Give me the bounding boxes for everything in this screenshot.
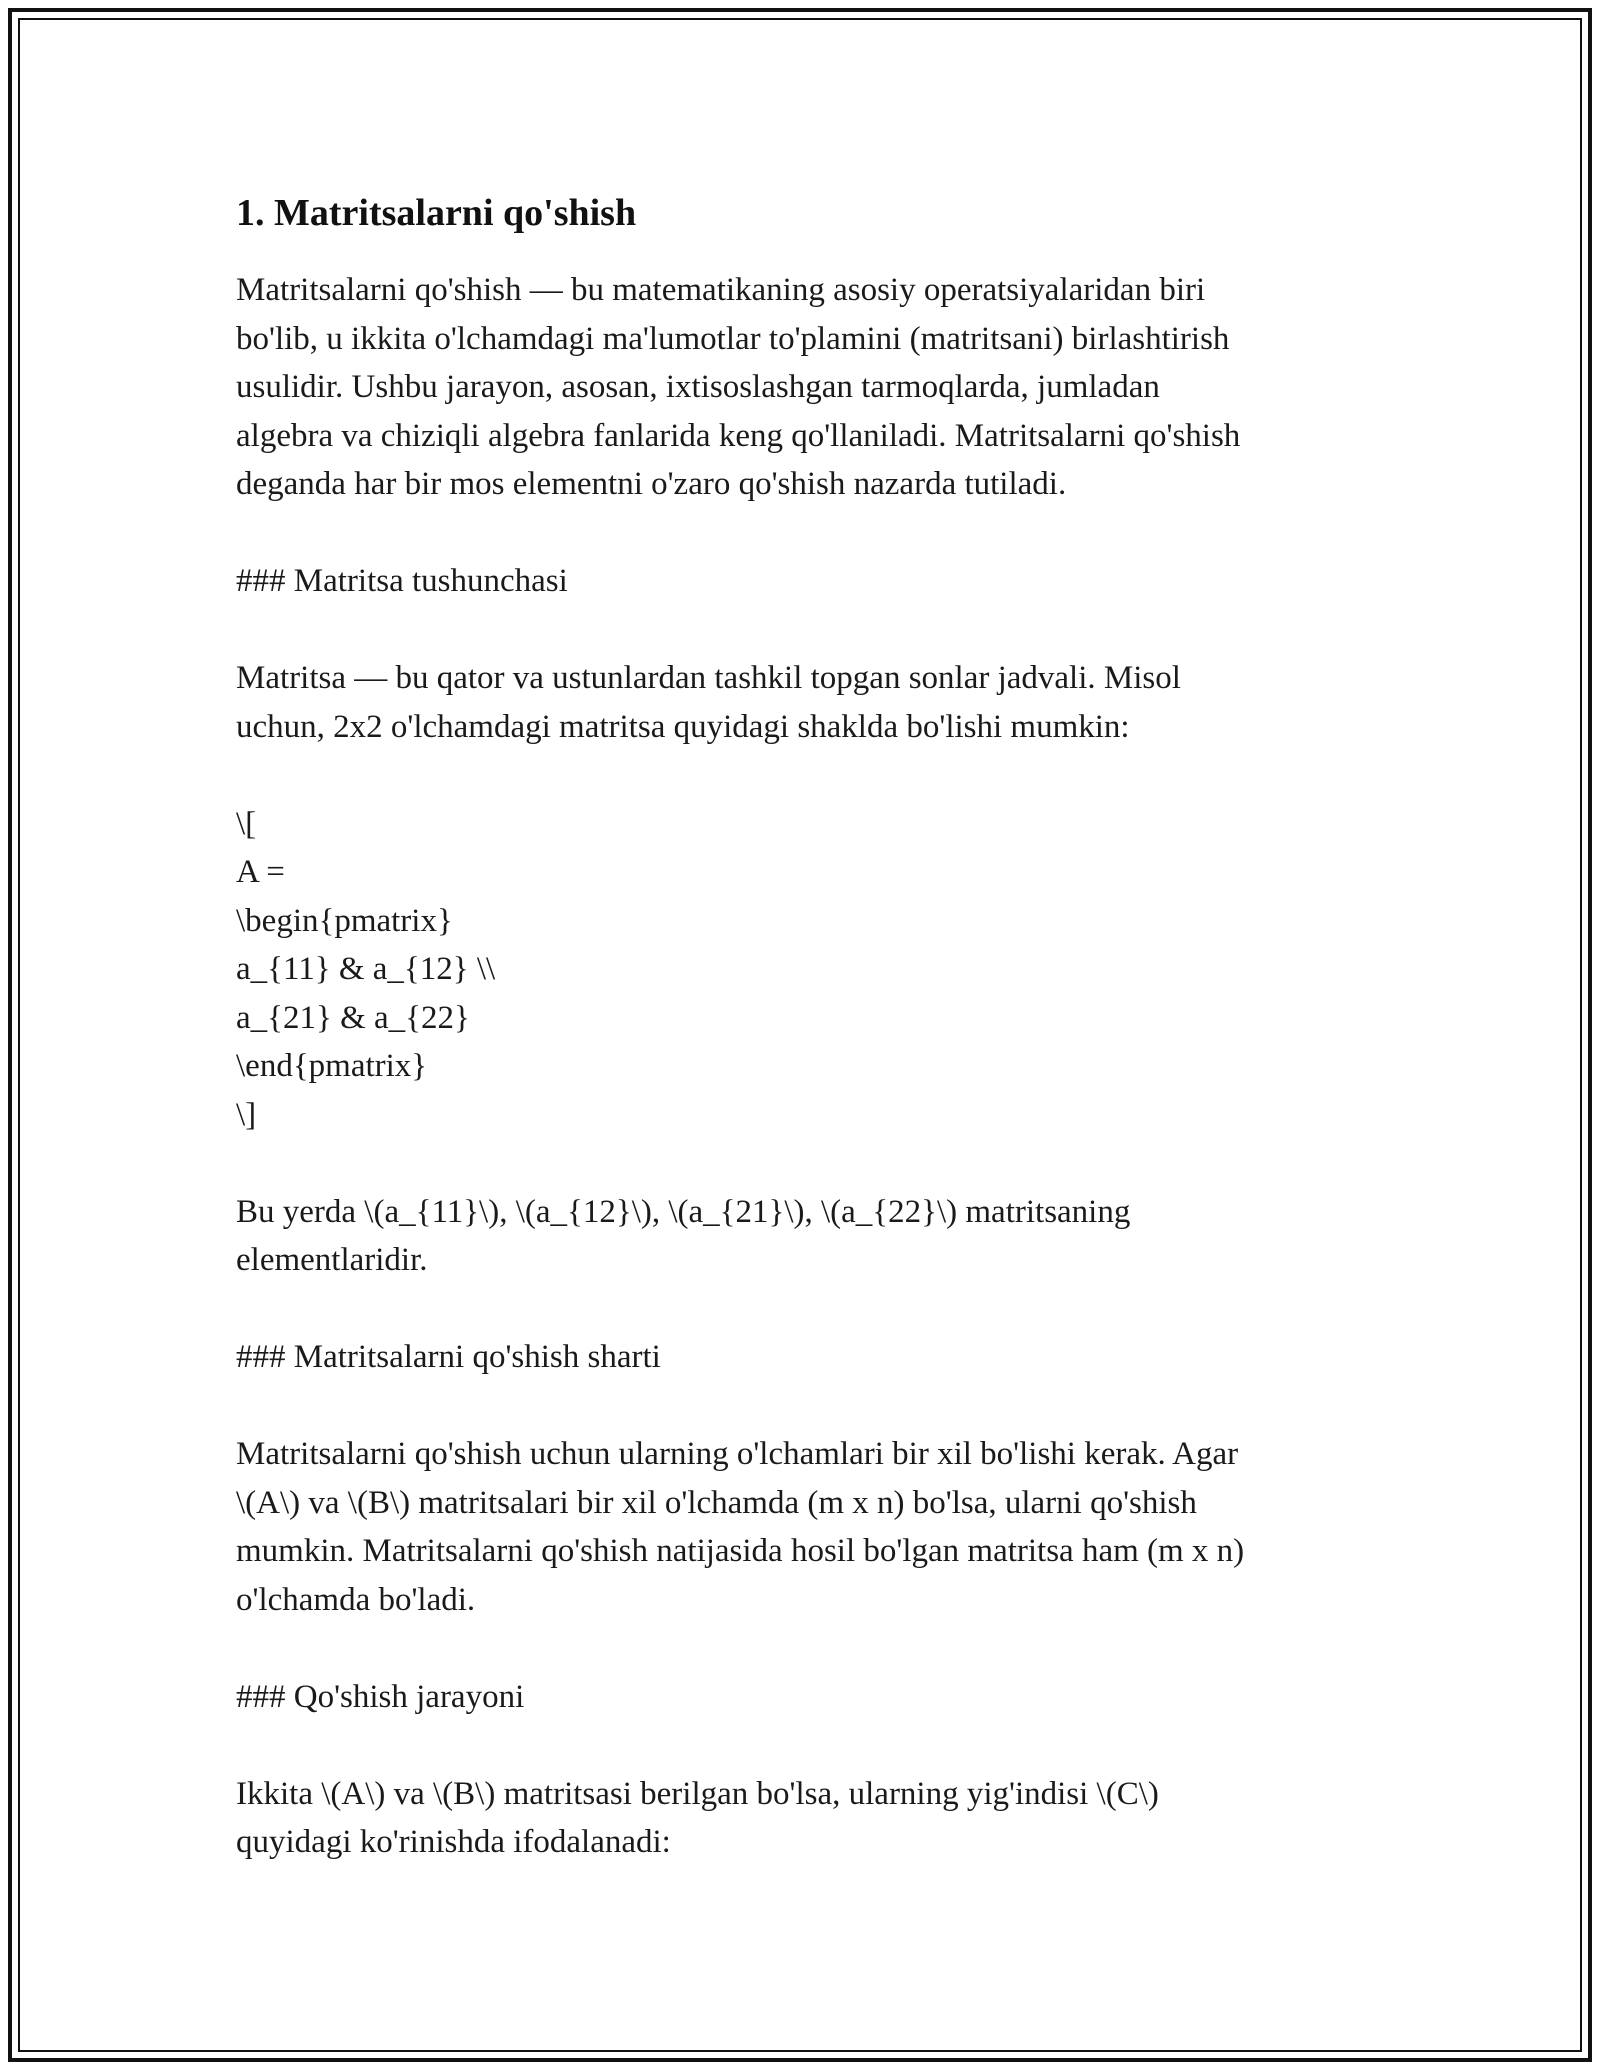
subheading-addition-process: ### Qo'shish jarayoni xyxy=(236,1678,525,1715)
process-paragraph xyxy=(236,1770,1366,1867)
condition-paragraph xyxy=(236,1430,1366,1624)
text-line: Matritsalarni qo'shish uchun ularning o'lchamlari bir xil bo'lishi kerak. Agar xyxy=(236,1436,1239,1472)
text-line: deganda har bir mos elementni o'zaro qo'shish nazarda tutiladi. xyxy=(236,466,1067,502)
text-line: Matritsa — bu qator va ustunlardan tashkil topgan sonlar jadvali. Misol xyxy=(236,660,1181,696)
text-line: Ikkita \(A\) va \(B\) matritsasi berilgan bo'lsa, ularning yig'indisi \(C\) xyxy=(236,1775,1159,1812)
text-line: Matritsalarni qo'shish — bu matematikaning asosiy operatsiyalaridan biri xyxy=(236,272,1206,308)
text-line: elementlaridir. xyxy=(236,1242,428,1278)
latex-matrix-block xyxy=(236,800,1366,1140)
latex-line: \end{pmatrix} xyxy=(236,1048,428,1084)
text-line: uchun, 2x2 o'lchamdagi matritsa quyidagi shaklda bo'lishi mumkin: xyxy=(236,708,1130,745)
subheading-matrix-concept: ### Matritsa tushunchasi xyxy=(236,563,568,599)
text-line: \(A\) va \(B\) matritsalari bir xil o'lchamda (m x n) bo'lsa, ularni qo'shish xyxy=(236,1484,1197,1521)
intro-paragraph xyxy=(236,266,1366,509)
latex-line: A = xyxy=(236,854,285,890)
text-line: mumkin. Matritsalarni qo'shish natijasida hosil bo'lgan matritsa ham (m x n) xyxy=(236,1533,1245,1569)
latex-line: \] xyxy=(236,1096,257,1133)
text-line: quyidagi ko'rinishda ifodalanadi: xyxy=(236,1824,671,1860)
latex-line: a_{21} & a_{22} xyxy=(236,999,470,1036)
text-line: o'lchamda bo'ladi. xyxy=(236,1581,476,1618)
text-line: usulidir. Ushbu jarayon, asosan, ixtisoslashgan tarmoqlarda, jumladan xyxy=(236,369,1160,405)
text-line: Bu yerda \(a_{11}\), \(a_{12}\), \(a_{21}\), \(a_{22}\) matritsaning xyxy=(236,1193,1131,1230)
section-title: 1. Matritsalarni qo'shish xyxy=(236,192,637,234)
latex-line: \begin{pmatrix} xyxy=(236,902,453,939)
text-line: bo'lib, u ikkita o'lchamdagi ma'lumotlar to'plamini (matritsani) birlashtirish xyxy=(236,320,1230,357)
elements-paragraph xyxy=(236,1188,1366,1285)
latex-line: \[ xyxy=(236,805,257,842)
matrix-definition-paragraph xyxy=(236,654,1366,751)
text-line: algebra va chiziqli algebra fanlarida keng qo'llaniladi. Matritsalarni qo'shish xyxy=(236,417,1241,454)
latex-line: a_{11} & a_{12} \\ xyxy=(236,951,496,987)
document-body xyxy=(236,186,1366,1867)
subheading-addition-condition: ### Matritsalarni qo'shish sharti xyxy=(236,1339,661,1375)
